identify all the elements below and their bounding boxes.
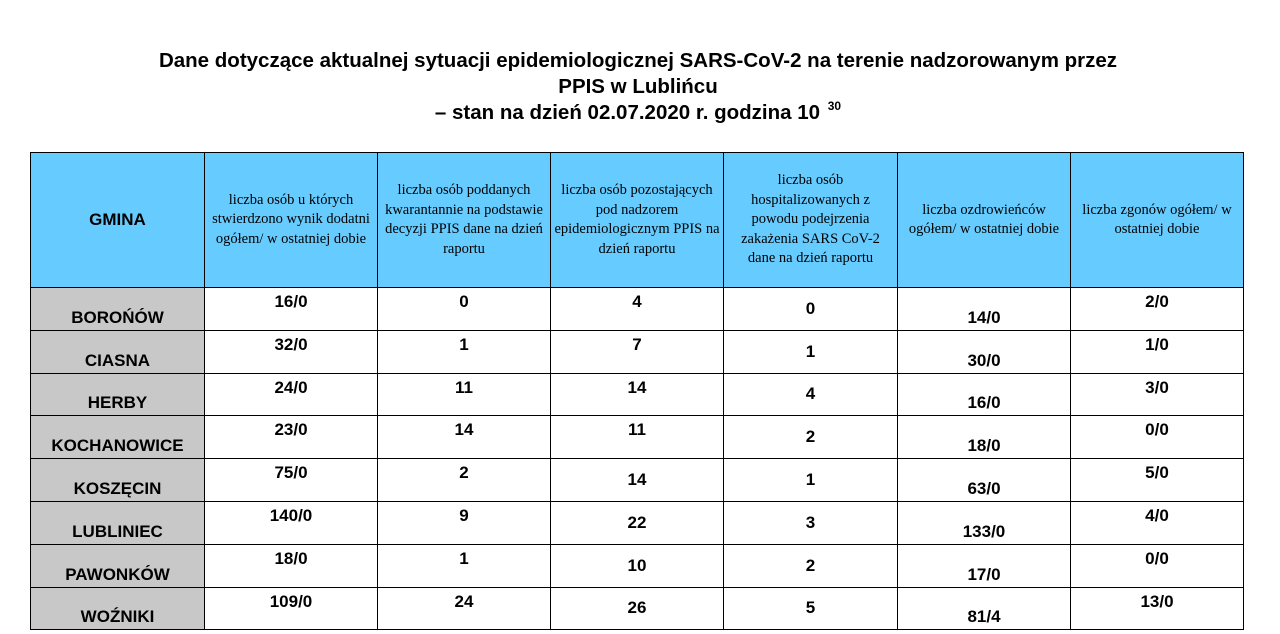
deaths-cell: 4/0	[1071, 501, 1244, 544]
hospitalized-cell: 3	[724, 501, 898, 544]
deaths-cell: 1/0	[1071, 330, 1244, 373]
table-row	[31, 373, 1244, 416]
recovered-cell: 63/0	[898, 459, 1071, 502]
table-header	[31, 153, 1244, 288]
quarantine-cell: 24	[378, 587, 551, 630]
hospitalized-cell: 2	[724, 416, 898, 459]
positive-cases-cell: 109/0	[205, 587, 378, 630]
supervision-cell: 10	[551, 544, 724, 587]
quarantine-cell: 0	[378, 288, 551, 331]
title-date: – stan na dzień 02.07.2020 r. godzina 10	[434, 101, 821, 124]
deaths-cell: 5/0	[1071, 459, 1244, 502]
gmina-cell: LUBLINIEC	[31, 501, 205, 544]
gmina-cell: PAWONKÓW	[31, 544, 205, 587]
supervision-cell: 26	[551, 587, 724, 630]
title-line-3	[0, 100, 1276, 128]
table-row	[31, 544, 1244, 587]
quarantine-cell: 1	[378, 544, 551, 587]
recovered-cell: 133/0	[898, 501, 1071, 544]
table-row	[31, 416, 1244, 459]
hospitalized-cell: 5	[724, 587, 898, 630]
quarantine-cell: 14	[378, 416, 551, 459]
recovered-cell: 17/0	[898, 544, 1071, 587]
document-title	[0, 48, 1276, 128]
quarantine-cell: 1	[378, 330, 551, 373]
gmina-cell: KOCHANOWICE	[31, 416, 205, 459]
positive-cases-cell: 24/0	[205, 373, 378, 416]
supervision-cell: 4	[551, 288, 724, 331]
header-row	[31, 153, 1244, 288]
table-row	[31, 330, 1244, 373]
gmina-cell: HERBY	[31, 373, 205, 416]
epidemiological-data-table	[30, 152, 1244, 630]
header-positive-cases: liczba osób u których stwierdzono wynik dodatni ogółem/ w ostatniej dobie	[205, 153, 378, 288]
deaths-cell: 3/0	[1071, 373, 1244, 416]
deaths-cell: 13/0	[1071, 587, 1244, 630]
hospitalized-cell: 0	[724, 288, 898, 331]
supervision-cell: 14	[551, 459, 724, 502]
positive-cases-cell: 16/0	[205, 288, 378, 331]
header-recovered: liczba ozdrowieńców ogółem/ w ostatniej dobie	[898, 153, 1071, 288]
positive-cases-cell: 18/0	[205, 544, 378, 587]
positive-cases-cell: 23/0	[205, 416, 378, 459]
table-row	[31, 501, 1244, 544]
gmina-cell: CIASNA	[31, 330, 205, 373]
hospitalized-cell: 4	[724, 373, 898, 416]
positive-cases-cell: 32/0	[205, 330, 378, 373]
supervision-cell: 14	[551, 373, 724, 416]
table-body	[31, 288, 1244, 630]
table-row	[31, 288, 1244, 331]
deaths-cell: 2/0	[1071, 288, 1244, 331]
deaths-cell: 0/0	[1071, 544, 1244, 587]
quarantine-cell: 11	[378, 373, 551, 416]
header-deaths: liczba zgonów ogółem/ w ostatniej dobie	[1071, 153, 1244, 288]
positive-cases-cell: 140/0	[205, 501, 378, 544]
header-supervision: liczba osób pozostających pod nadzorem epidemiologicznym PPIS na dzień raportu	[551, 153, 724, 288]
title-time-minutes: 30	[827, 99, 842, 113]
positive-cases-cell: 75/0	[205, 459, 378, 502]
title-line-2: PPIS w Lublińcu	[558, 75, 718, 98]
header-hospitalized: liczba osób hospitalizowanych z powodu podejrzenia zakażenia SARS CoV-2 dane na dzień raportu	[724, 153, 898, 288]
deaths-cell: 0/0	[1071, 416, 1244, 459]
table-row	[31, 587, 1244, 630]
recovered-cell: 81/4	[898, 587, 1071, 630]
gmina-cell: KOSZĘCIN	[31, 459, 205, 502]
hospitalized-cell: 1	[724, 459, 898, 502]
supervision-cell: 11	[551, 416, 724, 459]
quarantine-cell: 2	[378, 459, 551, 502]
gmina-cell: WOŹNIKI	[31, 587, 205, 630]
recovered-cell: 30/0	[898, 330, 1071, 373]
recovered-cell: 14/0	[898, 288, 1071, 331]
recovered-cell: 16/0	[898, 373, 1071, 416]
quarantine-cell: 9	[378, 501, 551, 544]
hospitalized-cell: 1	[724, 330, 898, 373]
title-line-1: Dane dotyczące aktualnej sytuacji epidemiologicznej SARS-CoV-2 na terenie nadzorowanym przez	[158, 49, 1118, 72]
table-row	[31, 459, 1244, 502]
header-quarantine: liczba osób poddanych kwarantannie na podstawie decyzji PPIS dane na dzień raportu	[378, 153, 551, 288]
gmina-cell: BOROŃÓW	[31, 288, 205, 331]
recovered-cell: 18/0	[898, 416, 1071, 459]
supervision-cell: 22	[551, 501, 724, 544]
supervision-cell: 7	[551, 330, 724, 373]
header-gmina: GMINA	[31, 153, 205, 288]
hospitalized-cell: 2	[724, 544, 898, 587]
